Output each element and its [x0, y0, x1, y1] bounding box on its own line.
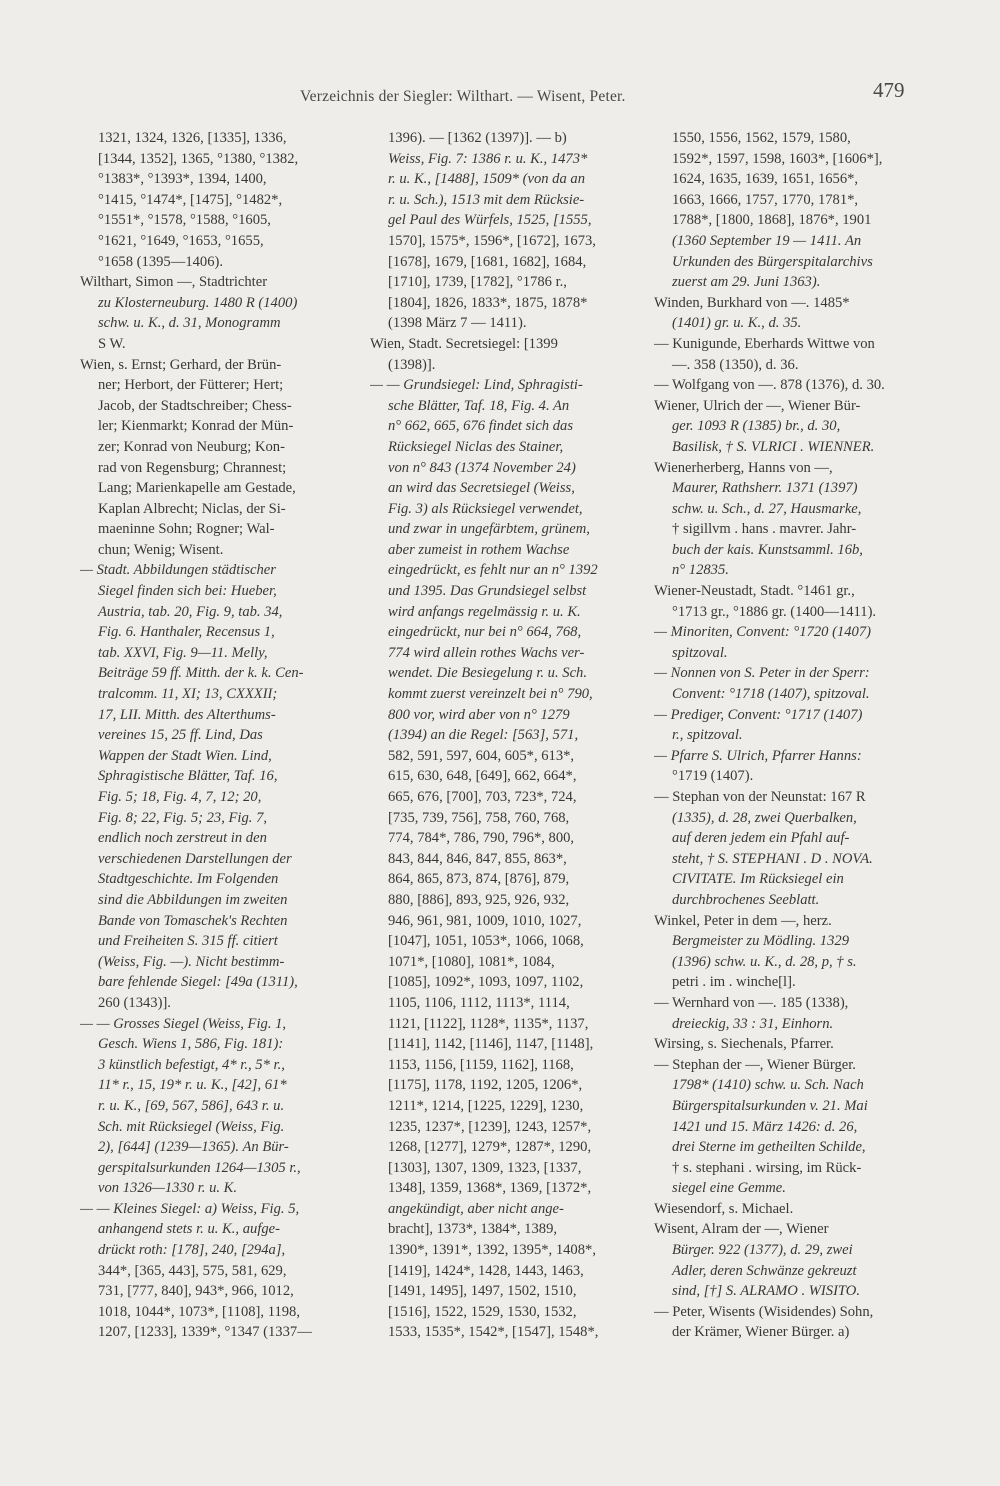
text-line: Bande von Tomaschek's Rechten — [98, 912, 288, 929]
text-line: 1592*, 1597, 1598, 1603*, [1606*], — [672, 150, 883, 167]
text-line: — Minoriten, Convent: °1720 (1407) — [654, 624, 872, 641]
text-line: Urkunden des Bürgerspitalarchivs — [672, 253, 873, 270]
text-line: 582, 591, 597, 604, 605*, 613*, — [388, 747, 575, 764]
text-line: maeninne Sohn; Rogner; Wal- — [98, 521, 275, 538]
text-line: 1235, 1237*, [1239], 1243, 1257*, — [388, 1118, 592, 1135]
text-line: von n° 843 (1374 November 24) — [388, 459, 576, 476]
text-line: 1550, 1556, 1562, 1579, 1580, — [672, 130, 851, 146]
text-line: 1570], 1575*, 1596*, [1672], 1673, — [388, 232, 596, 249]
text-line: 344*, [365, 443], 575, 581, 629, — [98, 1262, 287, 1279]
text-line: — Pfarre S. Ulrich, Pfarrer Hanns: — [654, 747, 862, 764]
text-line: bare fehlende Siegel: [49a (1311), — [98, 974, 298, 991]
text-line: r. u. K., [1488], 1509* (von da an — [388, 171, 586, 188]
text-line: vereines 15, 25 ff. Lind, Das — [98, 727, 263, 744]
text-line: 1798* (1410) schw. u. Sch. Nach — [672, 1077, 864, 1094]
text-line: °1551*, °1578, °1588, °1605, — [98, 212, 271, 229]
text-line: gerspitalsurkunden 1264—1305 r., — [98, 1159, 301, 1176]
text-line: 946, 961, 981, 1009, 1010, 1027, — [388, 912, 582, 929]
text-line: buch der kais. Kunstsamml. 16b, — [672, 541, 863, 558]
text-line: [735, 739, 756], 758, 760, 768, — [388, 809, 570, 826]
page-header — [0, 78, 1000, 112]
text-line: 1211*, 1214, [1225, 1229], 1230, — [388, 1097, 584, 1114]
text-line: 615, 630, 648, [649], 662, 664*, — [388, 768, 577, 785]
text-line: n° 662, 665, 676 findet sich das — [388, 418, 574, 435]
text-line: (1335), d. 28, zwei Querbalken, — [672, 809, 857, 826]
text-line: drei Sterne im getheilten Schilde, — [672, 1139, 866, 1156]
text-line: ler; Kienmarkt; Konrad der Mün- — [98, 418, 294, 435]
text-line: Wiener-Neustadt, Stadt. °1461 gr., — [654, 583, 855, 600]
text-line: 3 künstlich befestigt, 4* r., 5* r., — [98, 1056, 285, 1073]
text-line: 774 wird allein rothes Wachs ver- — [388, 644, 585, 661]
text-line: verschiedenen Darstellungen der — [98, 850, 292, 867]
text-line: [1047], 1051, 1053*, 1066, 1068, — [388, 933, 584, 950]
text-line: Siegel finden sich bei: Hueber, — [98, 583, 277, 600]
text-line: † sigillvm . hans . mavrer. Jahr- — [672, 521, 857, 538]
text-line: sche Blätter, Taf. 18, Fig. 4. An — [388, 397, 570, 414]
text-line: Weiss, Fig. 7: 1386 r. u. K., 1473* — [388, 150, 588, 167]
text-column-right — [654, 128, 948, 1398]
text-line: steht, † S. STEPHANI . D . NOVA. — [672, 850, 873, 867]
text-line: 1071*, [1080], 1081*, 1084, — [388, 953, 555, 970]
text-line: petri . im . winche[l]. — [672, 974, 796, 991]
text-line: (1396) schw. u. K., d. 28, p, † s. — [672, 953, 857, 970]
text-line: (1360 September 19 — 1411. An — [672, 232, 862, 249]
page-number: 479 — [873, 78, 905, 102]
text-line: Basilisk, † S. VLRICI . WIENNER. — [672, 438, 875, 455]
text-line: 731, [777, 840], 943*, 966, 1012, — [98, 1283, 294, 1300]
text-line: Adler, deren Schwänze gekreuzt — [672, 1262, 857, 1279]
text-line: [1710], 1739, [1782], °1786 r., — [388, 274, 567, 291]
text-line: — — Kleines Siegel: a) Weiss, Fig. 5, — [80, 1200, 300, 1217]
text-line: r. u. K., [69, 567, 586], 643 r. u. — [98, 1097, 285, 1114]
text-line: — Stephan von der Neunstat: 167 R — [654, 789, 866, 805]
text-line: und Freiheiten S. 315 ff. citiert — [98, 933, 278, 950]
text-line: 1624, 1635, 1639, 1651, 1656*, — [672, 171, 859, 188]
text-line: sind, [†] S. ALRAMO . WISITO. — [672, 1283, 860, 1300]
text-line: wendet. Die Besiegelung r. u. Sch. — [388, 665, 587, 682]
text-line: bracht], 1373*, 1384*, 1389, — [388, 1221, 558, 1238]
text-line: °1713 gr., °1886 gr. (1400—1411). — [672, 603, 877, 620]
text-line: Winkel, Peter in dem —, herz. — [654, 912, 832, 929]
text-line: zuerst am 29. Juni 1363). — [672, 274, 821, 291]
text-line: — — Grundsiegel: Lind, Sphragisti- — [370, 377, 583, 394]
text-line: Wilthart, Simon —, Stadtrichter — [80, 274, 268, 291]
text-line: chun; Wenig; Wisent. — [98, 541, 224, 558]
text-line: siegel eine Gemme. — [672, 1180, 786, 1197]
text-line: tab. XXVI, Fig. 9—11. Melly, — [98, 644, 268, 661]
text-line: Jacob, der Stadtschreiber; Chess- — [98, 397, 292, 414]
text-line: Wien, Stadt. Secretsiegel: [1399 — [370, 335, 558, 352]
text-line: — Kunigunde, Eberhards Wittwe von — [654, 335, 875, 352]
text-line: Fig. 3) als Rücksiegel verwendet, — [388, 500, 583, 517]
text-line: 260 (1343)]. — [98, 994, 171, 1011]
text-line: 1421 und 15. März 1426: d. 26, — [672, 1118, 858, 1135]
text-line: eingedrückt, nur bei n° 664, 768, — [388, 624, 582, 641]
text-line: Fig. 6. Hanthaler, Recensus 1, — [98, 624, 275, 641]
text-line: spitzoval. — [672, 644, 728, 661]
text-line: Bürgerspitalsurkunden v. 21. Mai — [672, 1097, 868, 1114]
text-line: —. 358 (1350), d. 36. — [672, 356, 799, 373]
text-line: gel Paul des Würfels, 1525, [1555, — [388, 212, 592, 229]
text-line: r., spitzoval. — [672, 727, 743, 744]
text-line: 11* r., 15, 19* r. u. K., [42], 61* — [98, 1077, 287, 1094]
text-line: anhangend stets r. u. K., aufge- — [98, 1221, 281, 1238]
text-line: schw. u. Sch., d. 27, Hausmarke, — [672, 500, 862, 517]
text-line: 1390*, 1391*, 1392, 1395*, 1408*, — [388, 1242, 596, 1259]
text-line: 864, 865, 873, 874, [876], 879, — [388, 871, 570, 888]
text-line: der Krämer, Wiener Bürger. a) — [672, 1324, 850, 1341]
text-line: Wisent, Alram der —, Wiener — [654, 1221, 829, 1238]
text-line: Kaplan Albrecht; Niclas, der Si- — [98, 500, 286, 517]
text-line: ner; Herbort, der Fütterer; Hert; — [98, 377, 284, 394]
text-line: angekündigt, aber nicht ange- — [388, 1200, 564, 1217]
text-line: † s. stephani . wirsing, im Rück- — [672, 1159, 862, 1176]
text-line: — Prediger, Convent: °1717 (1407) — [654, 706, 863, 723]
text-line: [1141], 1142, [1146], 1147, [1148], — [388, 1036, 594, 1053]
text-line: Sphragistische Blätter, Taf. 16, — [98, 768, 278, 785]
text-line: Gesch. Wiens 1, 586, Fig. 181): — [98, 1036, 284, 1053]
text-line: (1398 März 7 — 1411). — [388, 315, 527, 332]
text-line: [1344, 1352], 1365, °1380, °1382, — [98, 150, 299, 167]
text-line: 2), [644] (1239—1365). An Bür- — [98, 1139, 289, 1156]
text-line: CIVITATE. Im Rücksiegel ein — [672, 871, 844, 888]
text-line: und zwar in ungefärbtem, grünem, — [388, 521, 590, 538]
text-line: [1491, 1495], 1497, 1502, 1510, — [388, 1283, 577, 1300]
text-line: (1394) an die Regel: [563], 571, — [388, 727, 579, 744]
text-line: — Stadt. Abbildungen städtischer — [80, 562, 276, 579]
text-line: zu Klosterneuburg. 1480 R (1400) — [98, 294, 298, 311]
text-line: auf deren jedem ein Pfahl auf- — [672, 830, 850, 847]
text-line: 1153, 1156, [1159, 1162], 1168, — [388, 1056, 574, 1073]
text-line: [1303], 1307, 1309, 1323, [1337, — [388, 1159, 582, 1176]
text-line: eingedrückt, es fehlt nur an n° 1392 — [388, 562, 598, 579]
text-column-middle — [370, 128, 646, 1398]
text-line: drückt roth: [178], 240, [294a], — [98, 1242, 286, 1259]
text-line: — Wolfgang von —. 878 (1376), d. 30. — [654, 377, 885, 394]
text-line: 774, 784*, 786, 790, 796*, 800, — [388, 830, 575, 847]
text-line: Winden, Burkhard von —. 1485* — [654, 294, 850, 311]
text-line: Wiesendorf, s. Michael. — [654, 1200, 794, 1217]
text-line: 1788*, [1800, 1868], 1876*, 1901 — [672, 212, 872, 229]
text-line: Beiträge 59 ff. Mitth. der k. k. Cen- — [98, 665, 304, 682]
text-line: °1383*, °1393*, 1394, 1400, — [98, 171, 267, 188]
text-line: kommt zuerst vereinzelt bei n° 790, — [388, 686, 593, 703]
text-line: 1533, 1535*, 1542*, [1547], 1548*, — [388, 1324, 599, 1341]
text-line: 1396). — [1362 (1397)]. — b) — [388, 130, 567, 146]
text-line: 1348], 1359, 1368*, 1369, [1372*, — [388, 1180, 592, 1197]
text-line: zer; Konrad von Neuburg; Kon- — [98, 438, 285, 455]
text-line: °1415, °1474*, [1475], °1482*, — [98, 191, 283, 208]
text-line: (1401) gr. u. K., d. 35. — [672, 315, 802, 332]
text-line: Austria, tab. 20, Fig. 9, tab. 34, — [98, 603, 283, 620]
text-line: Wappen der Stadt Wien. Lind, — [98, 747, 272, 764]
text-line: — Nonnen von S. Peter in der Sperr: — [654, 665, 870, 682]
text-line: — Wernhard von —. 185 (1338), — [654, 994, 849, 1011]
text-line: (1398)]. — [388, 356, 436, 373]
text-line: Bergmeister zu Mödling. 1329 — [672, 933, 849, 950]
text-line: dreieckig, 33 : 31, Einhorn. — [672, 1015, 834, 1032]
text-line: tralcomm. 11, XI; 13, CXXXII; — [98, 686, 278, 703]
text-line: Wien, s. Ernst; Gerhard, der Brün- — [80, 356, 282, 373]
text-line: 843, 844, 846, 847, 855, 863*, — [388, 850, 567, 867]
text-line: ger. 1093 R (1385) br., d. 30, — [672, 418, 841, 435]
text-line: rad von Regensburg; Chrannest; — [98, 459, 287, 476]
text-line: 1105, 1106, 1112, 1113*, 1114, — [388, 994, 570, 1011]
text-line: durchbrochenes Seeblatt. — [672, 891, 820, 908]
text-line: Wienerherberg, Hanns von —, — [654, 459, 833, 476]
text-line: 1018, 1044*, 1073*, [1108], 1198, — [98, 1303, 301, 1320]
text-line: Fig. 5; 18, Fig. 4, 7, 12; 20, — [98, 789, 262, 805]
text-line: Stadtgeschichte. Im Folgenden — [98, 871, 279, 888]
text-line: [1678], 1679, [1681, 1682], 1684, — [388, 253, 587, 270]
text-line: — — Grosses Siegel (Weiss, Fig. 1, — [80, 1015, 287, 1032]
text-line: [1516], 1522, 1529, 1530, 1532, — [388, 1303, 577, 1320]
text-line: Maurer, Rathsherr. 1371 (1397) — [672, 480, 858, 497]
text-line: n° 12835. — [672, 562, 729, 579]
text-line: [1085], 1092*, 1093, 1097, 1102, — [388, 974, 584, 991]
text-line: an wird das Secretsiegel (Weiss, — [388, 480, 575, 497]
text-column-left — [80, 128, 364, 1398]
text-line: Lang; Marienkapelle am Gestade, — [98, 480, 296, 497]
text-line: 880, [886], 893, 925, 926, 932, — [388, 891, 570, 908]
text-line: Convent: °1718 (1407), spitzoval. — [672, 686, 870, 703]
text-line: 17, LII. Mitth. des Alterthums- — [98, 706, 276, 723]
text-line: aber zumeist in rothem Wachse — [388, 541, 570, 558]
text-line: Rücksiegel Niclas des Stainer, — [388, 438, 564, 455]
text-line: Fig. 8; 22, Fig. 5; 23, Fig. 7, — [98, 809, 268, 826]
running-head: Verzeichnis der Siegler: Wilthart. — Wisent, Peter. — [300, 88, 626, 105]
text-line: sind die Abbildungen im zweiten — [98, 891, 288, 908]
text-line: und 1395. Das Grundsiegel selbst — [388, 583, 587, 600]
text-line: 800 vor, wird aber von n° 1279 — [388, 706, 570, 723]
text-line: — Peter, Wisents (Wisidendes) Sohn, — [654, 1303, 874, 1320]
text-line: schw. u. K., d. 31, Monogramm — [98, 315, 281, 332]
text-line: [1804], 1826, 1833*, 1875, 1878* — [388, 294, 588, 311]
text-line: Bürger. 922 (1377), d. 29, zwei — [672, 1242, 853, 1259]
text-line: Wirsing, s. Siechenals, Pfarrer. — [654, 1036, 834, 1053]
text-line: [1419], 1424*, 1428, 1443, 1463, — [388, 1262, 584, 1279]
text-line: Wiener, Ulrich der —, Wiener Bür- — [654, 397, 861, 414]
text-line: °1621, °1649, °1653, °1655, — [98, 232, 264, 249]
text-line: 1321, 1324, 1326, [1335], 1336, — [98, 130, 287, 146]
text-line: wird anfangs regelmässig r. u. K. — [388, 603, 581, 620]
text-line: — Stephan der —, Wiener Bürger. — [654, 1056, 856, 1073]
text-line: 1268, [1277], 1279*, 1287*, 1290, — [388, 1139, 592, 1156]
text-line: endlich noch zerstreut in den — [98, 830, 267, 847]
text-line: (Weiss, Fig. —). Nicht bestimm- — [98, 953, 285, 970]
text-line: 665, 676, [700], 703, 723*, 724, — [388, 789, 577, 805]
text-line: °1719 (1407). — [672, 768, 754, 785]
text-line: 1663, 1666, 1757, 1770, 1781*, — [672, 191, 859, 208]
text-line: r. u. Sch.), 1513 mit dem Rücksie- — [388, 191, 585, 208]
text-line: S W. — [98, 335, 126, 352]
text-line: [1175], 1178, 1192, 1205, 1206*, — [388, 1077, 583, 1094]
text-line: Sch. mit Rücksiegel (Weiss, Fig. — [98, 1118, 285, 1135]
text-line: 1121, [1122], 1128*, 1135*, 1137, — [388, 1015, 589, 1032]
text-line: °1658 (1395—1406). — [98, 253, 224, 270]
text-line: von 1326—1330 r. u. K. — [98, 1180, 238, 1197]
text-line: 1207, [1233], 1339*, °1347 (1337— — [98, 1324, 312, 1341]
